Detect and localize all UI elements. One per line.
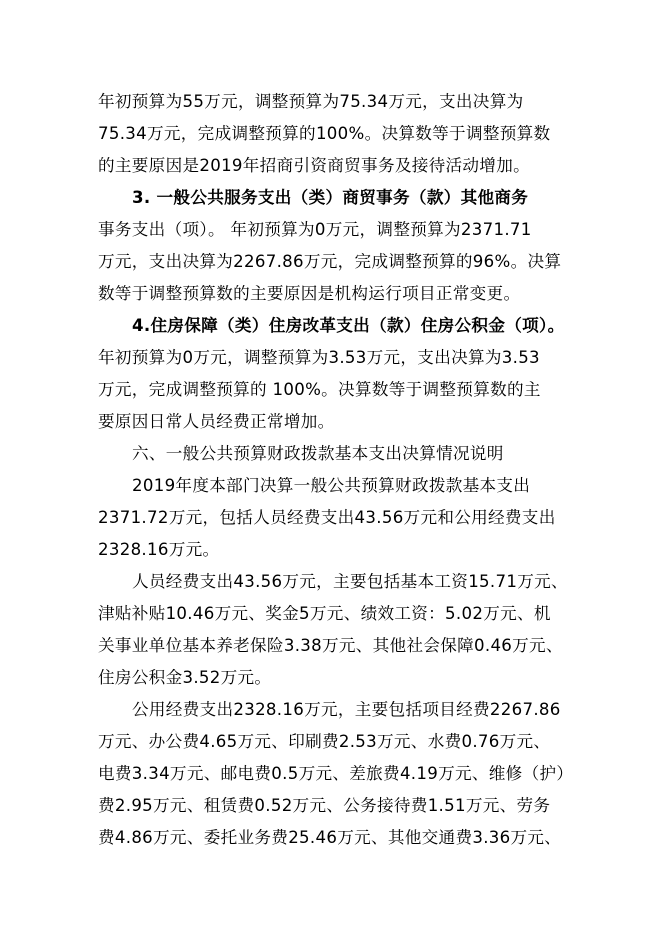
paragraph-line: 万元，完成调整预算的 100%。决算数等于调整预算数的主 [98,380,541,399]
section-heading: 六、一般公共预算财政拨款基本支出决算情况说明 [132,444,504,463]
paragraph-line: 2019年度本部门决算一般公共预算财政拨款基本支出 [132,476,531,495]
paragraph-line: 公用经费支出2328.16万元，主要包括项目经费2267.86 [132,700,561,719]
paragraph-line: 的主要原因是2019年招商引资商贸事务及接待活动增加。 [98,156,530,175]
paragraph-line: 人员经费支出43.56万元，主要包括基本工资15.71万元、 [132,572,568,591]
paragraph-line: 年初预算为0万元，调整预算为3.53万元，支出决算为3.53 [98,348,540,367]
paragraph-line: 关事业单位基本养老保险3.38万元、其他社会保障0.46万元、 [98,636,563,655]
paragraph-line: 费2.95万元、租赁费0.52万元、公务接待费1.51万元、劳务 [98,796,551,815]
paragraph-line: 事务支出（项）。 年初预算为0万元，调整预算为2371.71 [98,220,532,239]
paragraph-line: 数等于调整预算数的主要原因是机构运行项目正常变更。 [98,284,521,303]
paragraph-line: 年初预算为55万元，调整预算为75.34万元，支出决算为 [98,92,524,111]
paragraph-line: 2371.72万元，包括人员经费支出43.56万元和公用经费支出 [98,508,556,527]
paragraph-line: 万元，支出决算为2267.86万元，完成调整预算的96%。决算 [98,252,562,271]
paragraph-line: 万元、办公费4.65万元、印刷费2.53万元、水费0.76万元、 [98,732,551,751]
section-item-3: 3. 一般公共服务支出（类）商贸事务（款）其他商务 [132,188,529,207]
paragraph-line: 住房公积金3.52万元。 [98,668,272,687]
paragraph-line: 津贴补贴10.46万元、奖金5万元、绩效工资：5.02万元、机 [98,604,551,623]
paragraph-line: 75.34万元，完成调整预算的100%。决算数等于调整预算数 [98,124,551,143]
paragraph-line: 费4.86万元、委托业务费25.46万元、其他交通费3.36万元、 [98,828,562,847]
paragraph-line: 2328.16万元。 [98,540,220,559]
paragraph-line: 要原因日常人员经费正常增加。 [98,412,335,431]
paragraph-line: 电费3.34万元、邮电费0.5万元、差旅费4.19万元、维修（护） [98,764,574,783]
section-item-4: 4.住房保障（类）住房改革支出（款）住房公积金（项）。 [132,316,565,335]
